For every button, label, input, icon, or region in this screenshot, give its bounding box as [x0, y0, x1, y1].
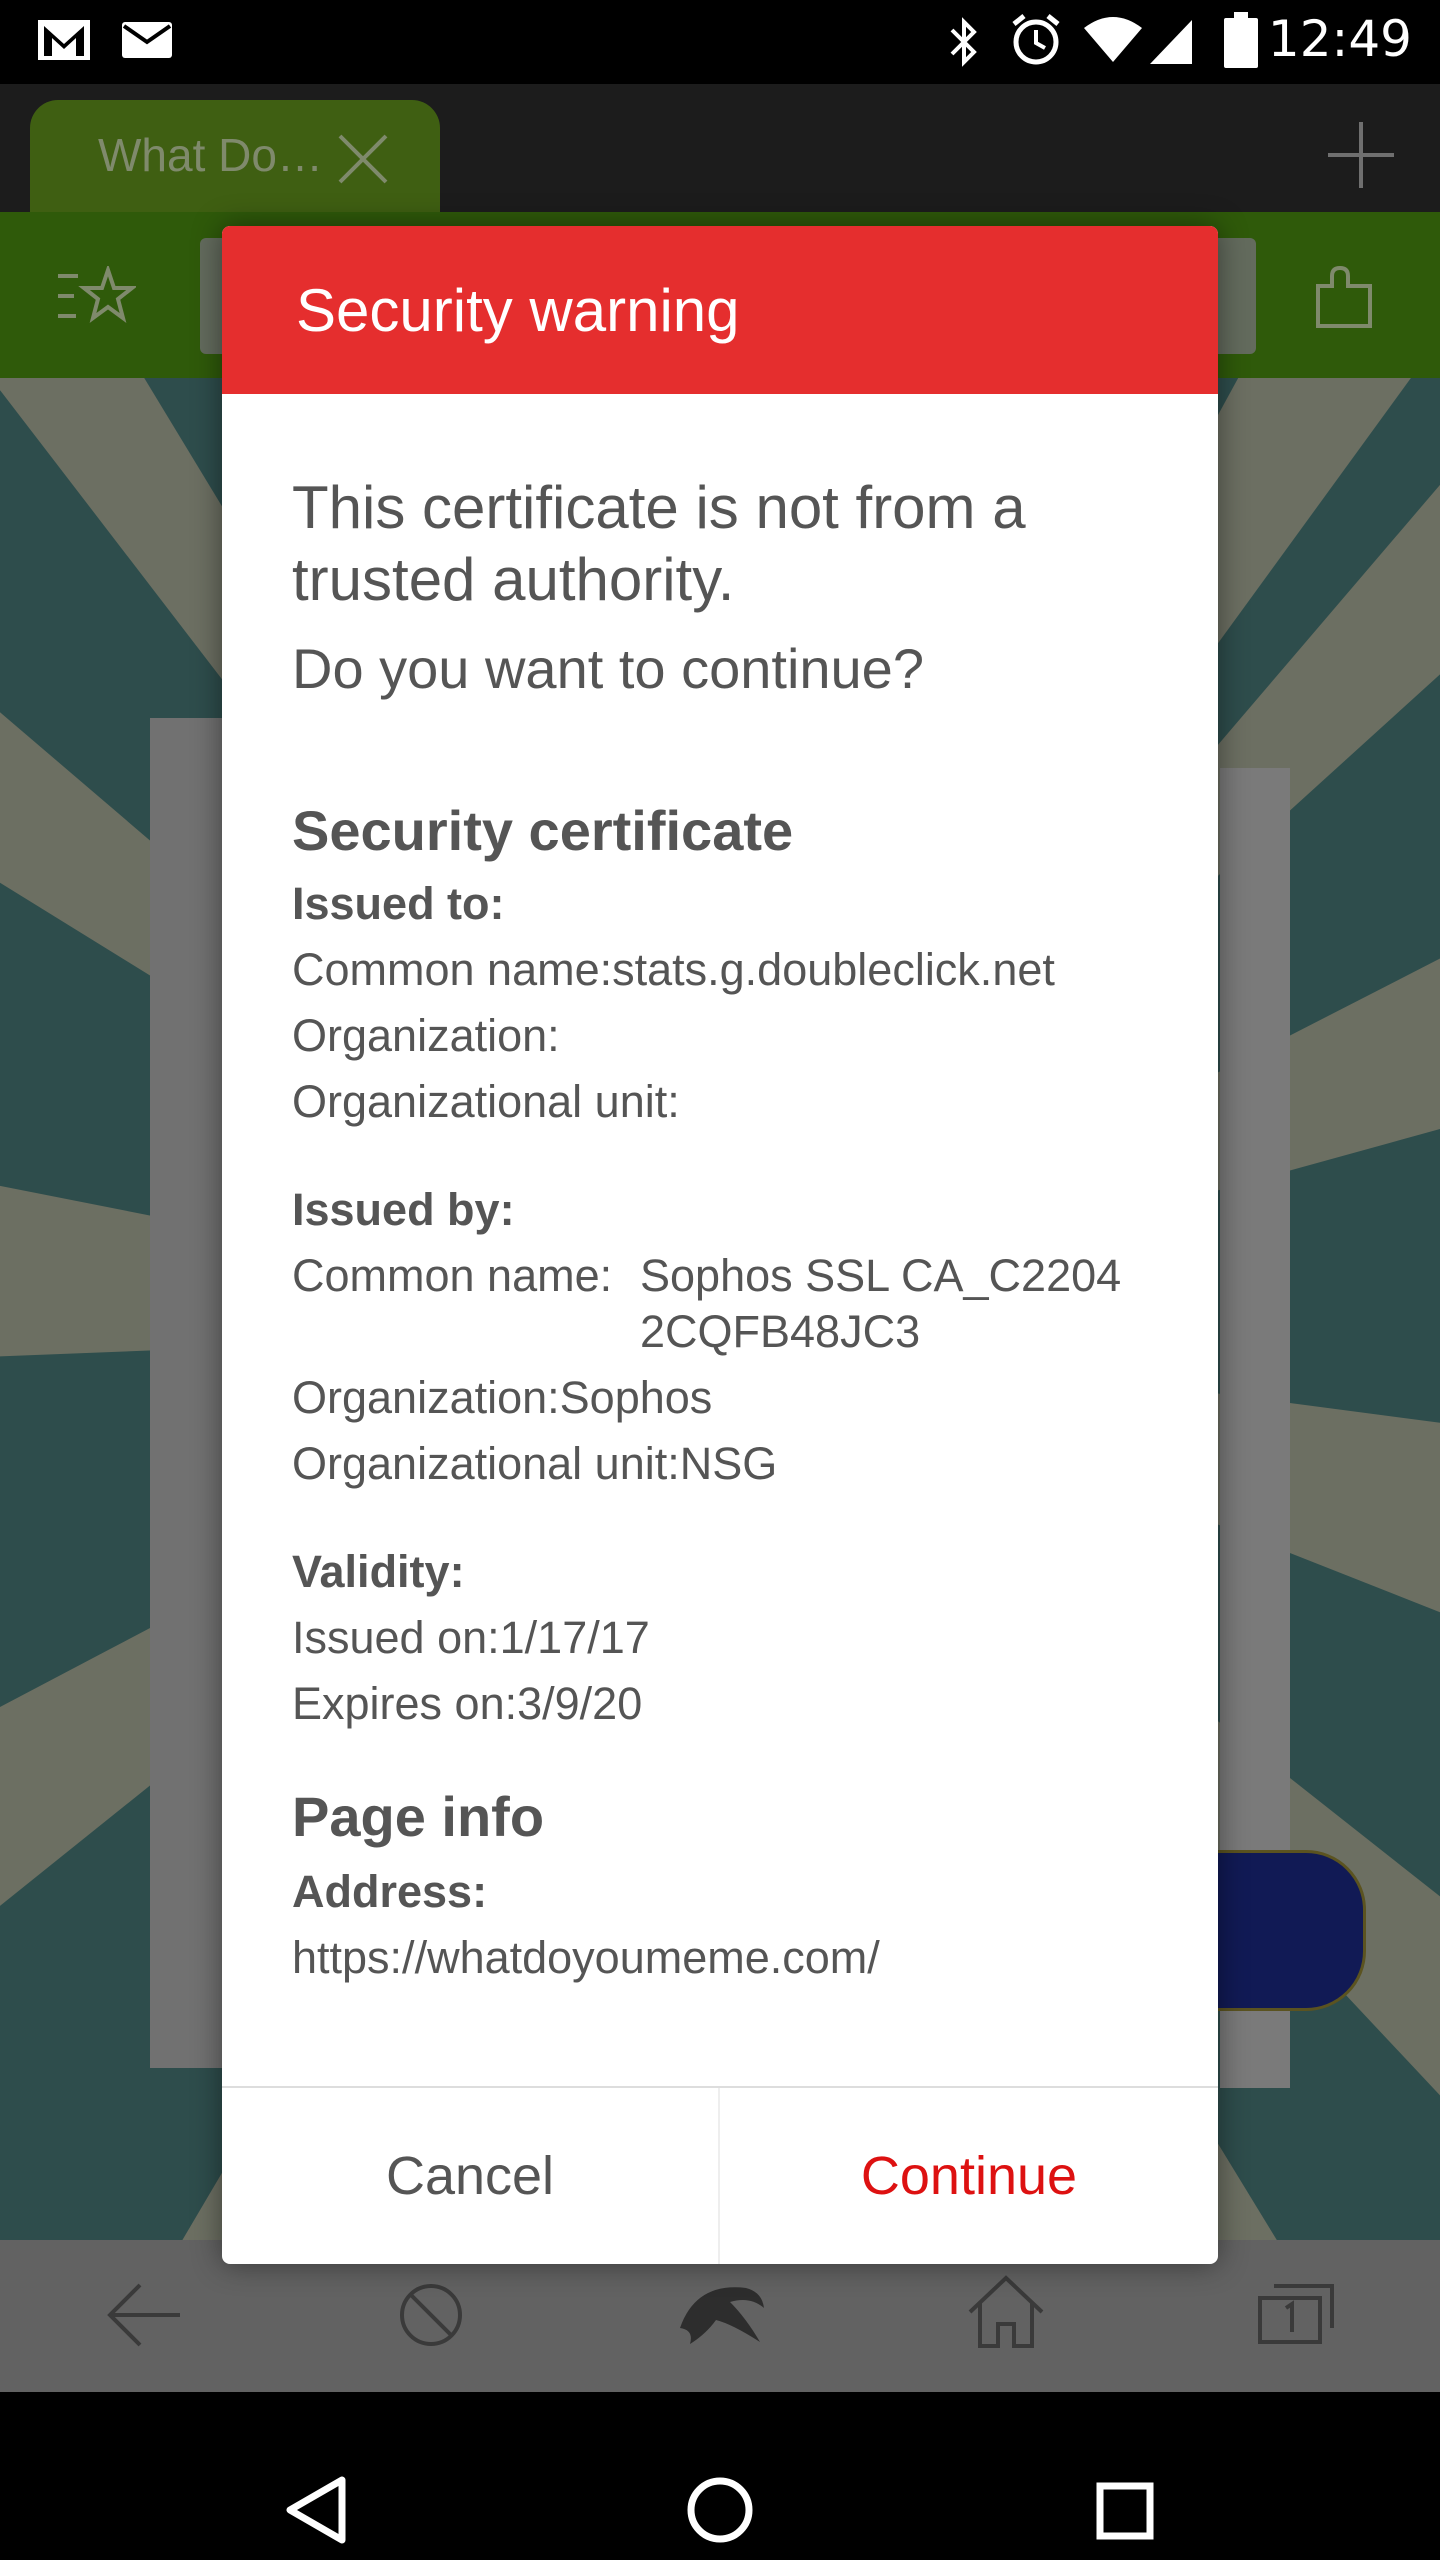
- cancel-button[interactable]: Cancel: [385, 2146, 555, 2206]
- issued-by-label: Issued by:: [292, 1184, 515, 1235]
- tabs-icon[interactable]: [1256, 2282, 1336, 2346]
- security-warning-dialog: [222, 226, 1218, 2264]
- dolphin-icon[interactable]: [676, 2278, 766, 2348]
- certificate-heading: Security certificate: [292, 799, 794, 862]
- bluetooth-icon: [944, 14, 984, 75]
- issued-to-common-name: Common name:stats.g.doubleclick.net: [292, 944, 1055, 995]
- battery-icon: [1224, 12, 1258, 73]
- page-info-heading: Page info: [292, 1785, 545, 1848]
- extensions-icon[interactable]: [1312, 266, 1376, 330]
- navigation-bar: [0, 2392, 1440, 2560]
- issued-by-common-name-label: Common name:: [292, 1250, 613, 1301]
- nav-home-icon[interactable]: [686, 2476, 754, 2549]
- continue-question: Do you want to continue?: [292, 637, 924, 700]
- tab-title: What Do…: [98, 129, 323, 181]
- gmail-icon: [36, 18, 92, 67]
- mail-icon: [120, 20, 174, 65]
- warning-message: This certificate is not from a trusted authority.: [292, 474, 1026, 613]
- clock: 12:49: [1267, 10, 1412, 68]
- home-icon[interactable]: [966, 2274, 1046, 2350]
- nav-recents-icon[interactable]: [1096, 2482, 1154, 2545]
- page-button[interactable]: [1210, 1850, 1366, 2011]
- issued-to-label: Issued to:: [292, 878, 505, 929]
- status-bar: [0, 0, 1440, 84]
- wifi-icon: [1082, 16, 1144, 69]
- back-icon[interactable]: [106, 2282, 182, 2348]
- continue-button[interactable]: Continue: [860, 2146, 1078, 2206]
- stop-icon[interactable]: [398, 2282, 464, 2348]
- address-label: Address:: [292, 1866, 488, 1917]
- close-tab-icon[interactable]: [336, 132, 390, 186]
- dialog-header: [222, 226, 1218, 394]
- nav-back-icon[interactable]: [284, 2476, 346, 2549]
- issued-by-organizational-unit: Organizational unit:NSG: [292, 1438, 778, 1489]
- issued-on: Issued on:1/17/17: [292, 1612, 650, 1663]
- dialog-title: Security warning: [296, 277, 740, 344]
- expires-on: Expires on:3/9/20: [292, 1678, 643, 1729]
- issued-by-organization: Organization:Sophos: [292, 1372, 713, 1423]
- signal-icon: [1148, 16, 1194, 71]
- issued-to-organization: Organization:: [292, 1010, 560, 1061]
- alarm-icon: [1008, 12, 1064, 73]
- page-address: https://whatdoyoumeme.com/: [292, 1932, 880, 1983]
- validity-label: Validity:: [292, 1546, 465, 1597]
- issued-by-common-name-value: Sophos SSL CA_C2204: [640, 1250, 1122, 1301]
- issued-to-organizational-unit: Organizational unit:: [292, 1076, 680, 1127]
- bookmarks-icon[interactable]: [56, 266, 136, 326]
- issued-by-common-name-value-continued: 2CQFB48JC3: [640, 1306, 921, 1357]
- new-tab-icon[interactable]: [1326, 120, 1396, 190]
